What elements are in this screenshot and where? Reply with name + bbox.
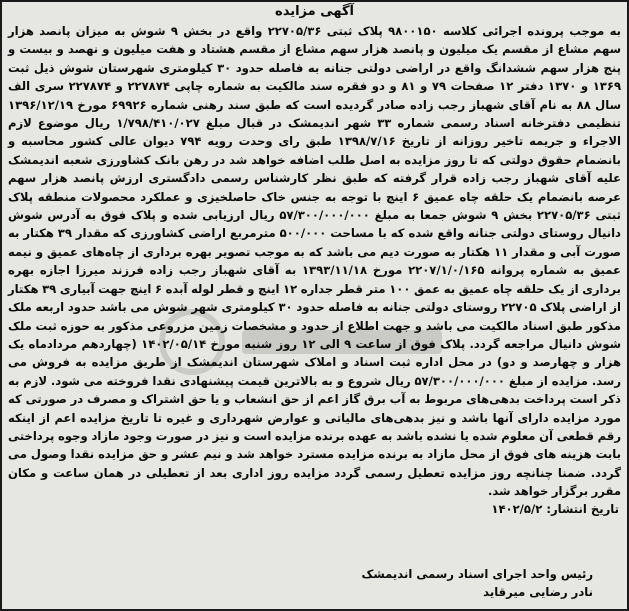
notice-body: به موجب پرونده اجرائی کلاسه ۹۸۰۰۱۵۰ پلاک ثبتی ۲۲۷۰۵/۳۶ واقع در بخش ۹ شوش به میزان پانصد هزار سهم مشاع از مقسم یک میلیون و پانصد هزار سهم مشاع از مقسم هشتاد و هفت میلیون و نهصد و بیست و پنج هزار سهم ششدانگ واقع در اراضی دولتی جنانه به فاصله حدود ۳۰ کیلومتری شهرستان شوش ذیل ثبت ۱۳۶۹ و ۱۳۷۰ دفتر ۱۲ صفحات ۷۹ و ۸۱ و دو فقره سند مالکیت به شماره چاپی ۲۲۷۸۷۴ و ۲۲۷۸۷۴ سری الف سال ۸۸ به نام آقای شهباز رجب زاده صادر گردیده است که طبق سند رهنی شماره ۶۹۹۲۶ مورخ ۱۳۹۶/۱۲/۱۹ تنظیمی دفترخانه اسناد رسمی شماره ۳۳ شهر اندیمشک در قبال مبلغ ۱/۷۹۸/۴۱۰/۰۲۷ ریال موضوع لازم الاجراء و جریمه تاخیر روزانه از تاریخ ۱۳۹۸/۷/۱۶ طبق رای وحدت رویه ۷۹۴ دیوان عالی کشور محاسبه و بانضمام حقوق دولتی که تا روز مزایده به اصل طلب اضافه خواهد شد در رهن بانک کشاورزی شعبه اندیمشک علیه آقای شهباز رجب زاده قرار گرفته که طبق نظر کارشناس رسمی دادگستری ارزش پانصد هزار سهم عرصه بانضمام یک حلقه چاه عمیق ۶ اینچ با توجه به جنس خاک حاصلخیزی و عملکرد محصولات منطقه پلاک ثبتی ۲۲۷۰۵/۳۶ بخش ۹ شوش جمعا به مبلغ ۵۷/۳۰۰/۰۰۰/۰۰۰ ریال ارزیابی شده و پلاک فوق به آدرس شوش دانیال روستای دولتی جنانه واقع شده که با مساحت ۵۰۰/۰۰۰ مترمربع اراضی کشاورزی که مقدار ۳۹ هکتار به صورت آبی و مقدار ۱۱ هکتار به صورت دیم می باشد که به موجب تصویر بهره برداری از چاه‌های عمیق و نیمه عمیق به شماره پروانه ۲۲۰۷/۱/۰/۱۶۵ مورخ ۱۳۹۳/۱۱/۱۸ به آقای شهباز رجب زاده فرزند میرزا اجازه بهره برداری از یک حلقه چاه عمیق به عمق ۱۰۰ متر قطر جداره ۱۲ اینچ و قطر لوله آبده ۶ اینچ جهت آبیاری ۳۹ هکتار از اراضی پلاک ۲۲۷۰۵ روستای دولتی جنانه به فاصله حدود ۳۰ کیلومتری شهر شوش می باشد حدود اربعه ملک مذکور طبق اسناد مالکیت می باشد و جهت اطلاع از حدود و مشخصات زمین مزروعی مذکور به حوزه ثبت ملک شوش دانیال مراجعه گردد. پلاک فوق از ساعت ۹ الی ۱۲ روز شنبه مورخ ۱۴۰۲/۰۵/۱۴ (چهاردهم مردادماه یک هزار و چهارصد و دو) در محل اداره ثبت اسناد و املاک شهرستان اندیمشک از طریق مزایده به فروش می رسد. مزایده از مبلغ ۵۷/۳۰۰/۰۰۰/۰۰۰ ریال شروع و به بالاترین قیمت پیشنهادی نقدا فروخته می شود. لازم به ذکر است پرداخت بدهی‌های مربوط به آب برق گاز اعم از حق انشعاب و یا حق اشتراک و مصرف در صورتی که مورد مزایده دارای آنها باشد و نیز بدهی‌های مالیاتی و عوارض شهرداری و غیره تا تاریخ مزایده اعم از اینکه رقم قطعی آن معلوم شده یا نشده باشد به عهده برنده مزایده است و نیز در صورت وجود مازاد وجوه پرداختی بابت هزینه های فوق از محل مازاد به برنده مزایده مسترد خواهد شد و نیم عشر و حق مزایده نقدا وصول می گردد. ضمنا چنانچه روز مزایده تعطیل رسمی گردد مزایده روز اداری بعد از تعطیلی در همان ساعت و مکان مقرر برگزار خواهد شد. (8, 24, 622, 499)
signature-name: نادر رضایی میرقاید (483, 585, 593, 599)
publish-date: تاریخ انتشار: ۱۴۰۲/۵/۲ (491, 501, 619, 516)
signature-block (361, 565, 593, 601)
signature-title: رئیس واحد اجرای اسناد رسمی اندیمشک (361, 567, 593, 581)
notice-title: آگهی مزایده (275, 4, 354, 19)
